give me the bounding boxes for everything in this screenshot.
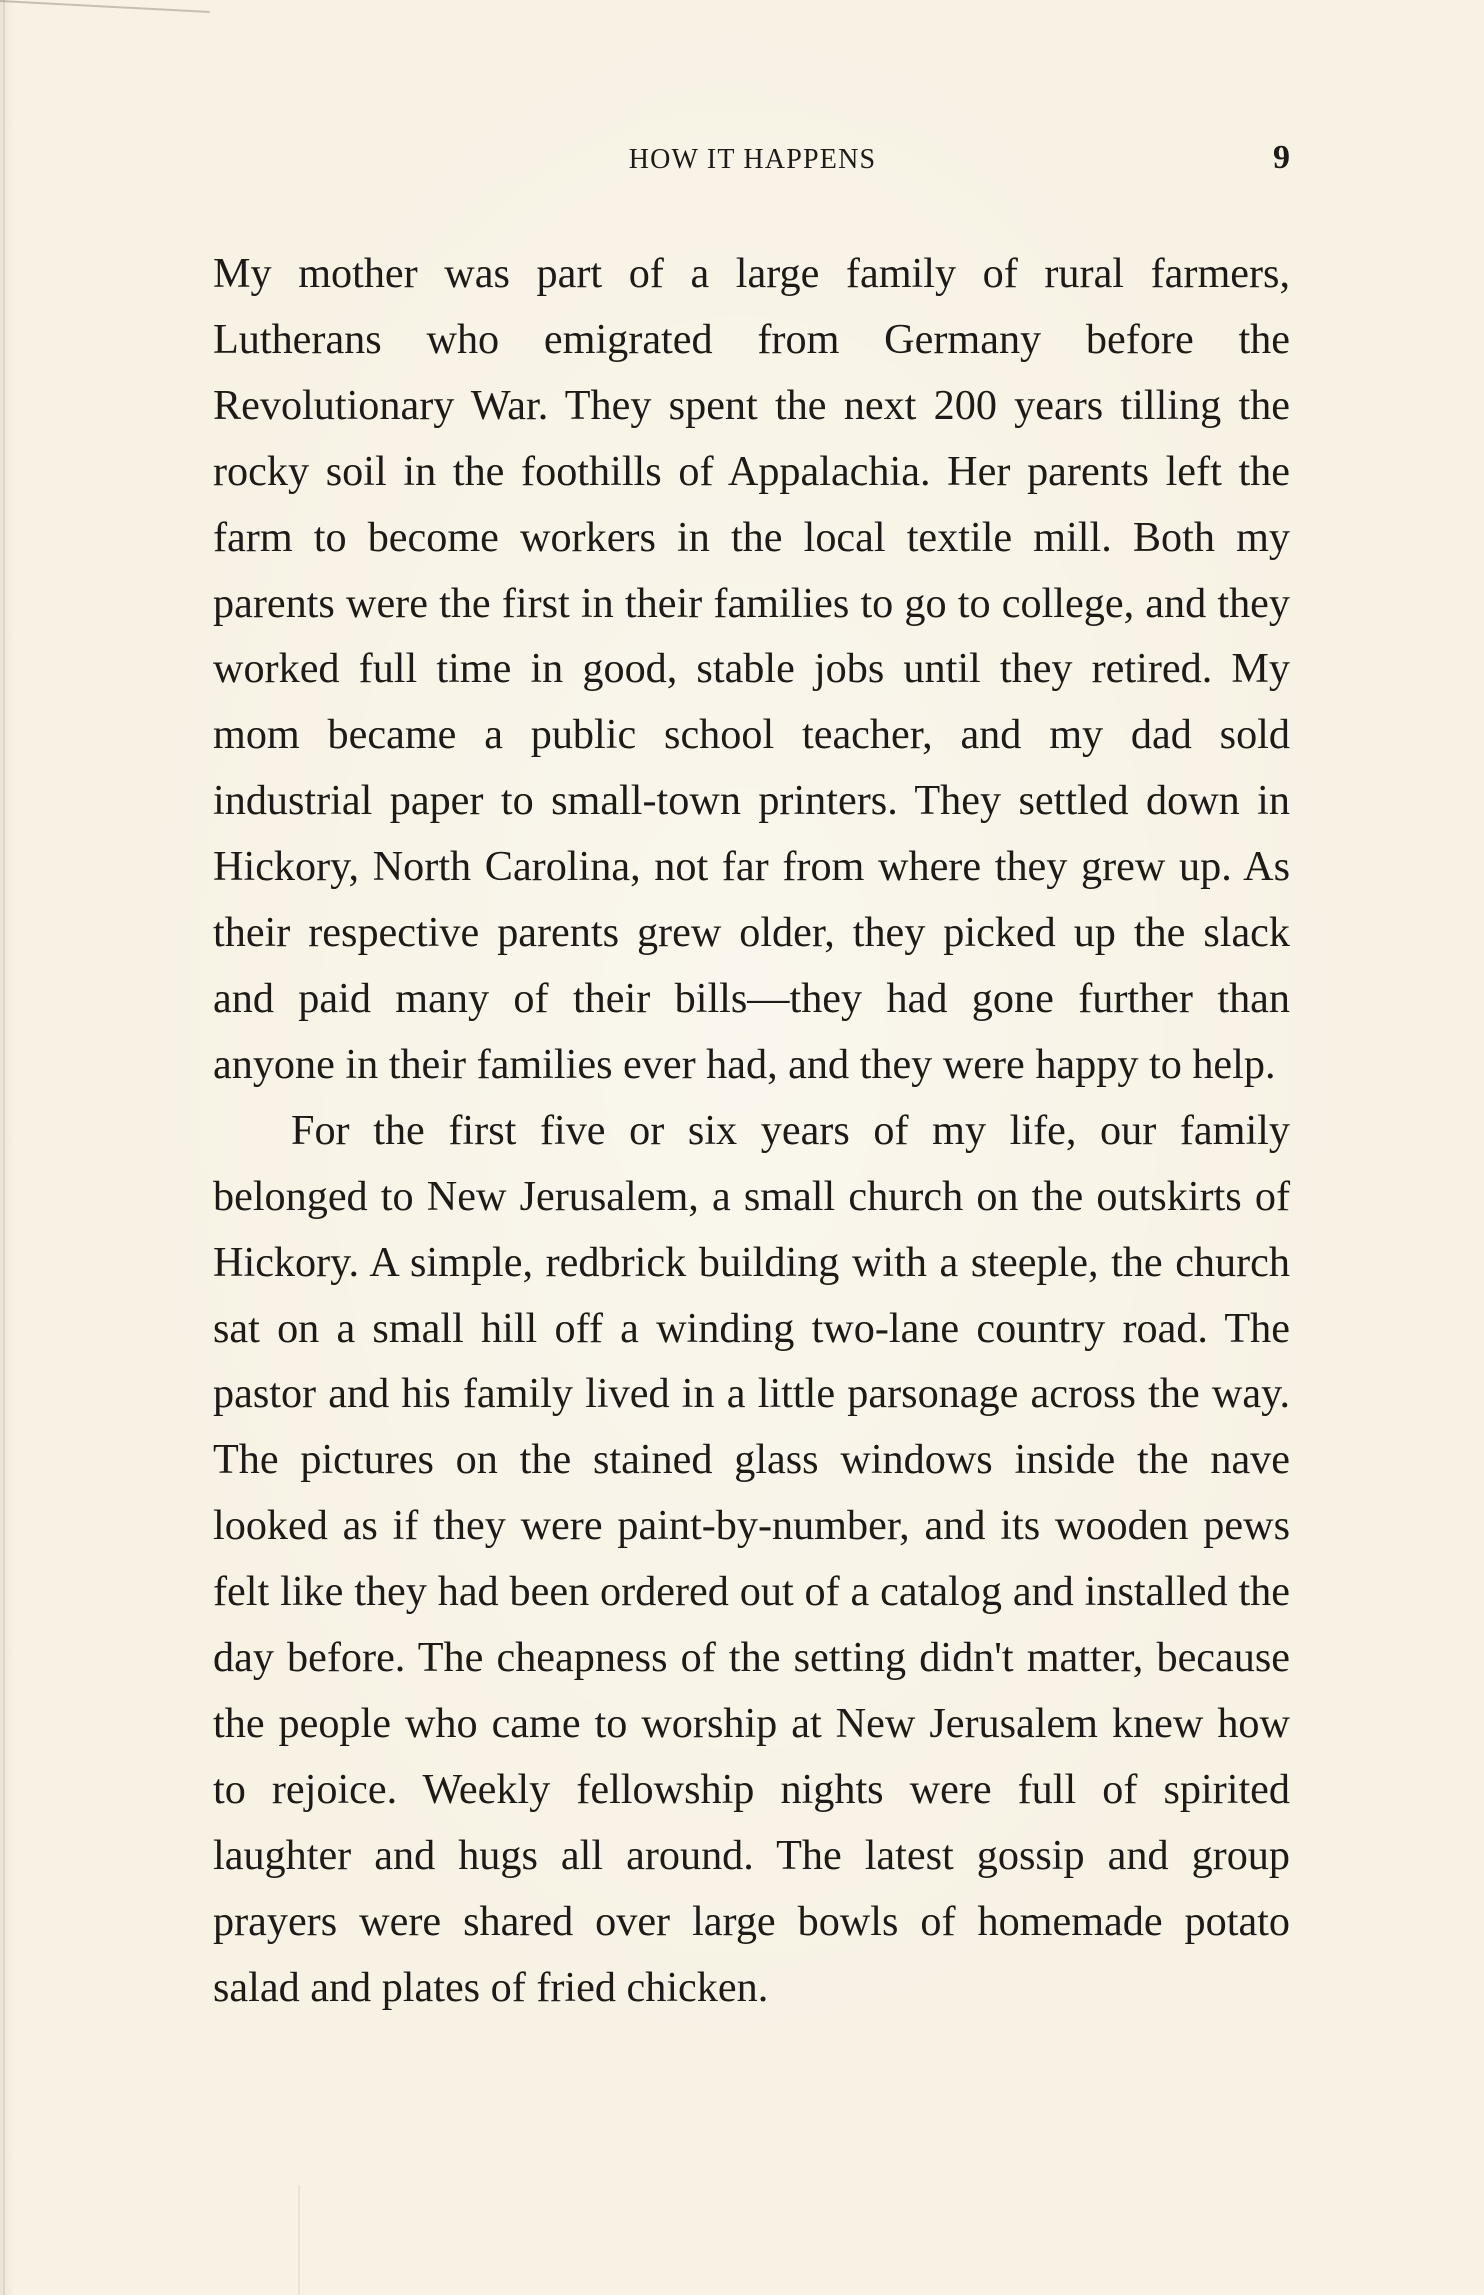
paragraph: My mother was part of a large family of rural farmers, Lutherans who emigrated from Germany before the Revolutionary War. They spent the next 200 years tilling the rocky soil in the foothills of Appalachia. Her parents left the farm to become workers in the local textile mill. Both my parents were the first in their families to go to college, and they worked full time in good, stable jobs until they retired. My mom became a public school teacher, and my dad sold industrial paper to small-town printers. They settled down in Hickory, North Carolina, not far from where they grew up. As their respective parents grew older, they picked up the slack and paid many of their bills—they had gone further than anyone in their families ever had, and they were happy to help. bbox=[213, 250, 1290, 1088]
scan-edge-mark bbox=[0, 0, 210, 13]
scan-edge-mark bbox=[298, 2185, 300, 2295]
body-text bbox=[213, 241, 1290, 2020]
running-head: HOW IT HAPPENS bbox=[628, 144, 877, 175]
page-number: 9 bbox=[1273, 139, 1290, 176]
paragraph: For the first five or six years of my life, our family belonged to New Jerusalem, a small church on the outskirts of Hickory. A simple, redbrick building with a steeple, the church sat on a small hill off a winding two-lane country road. The pastor and his family lived in a little parsonage across the way. The pictures on the stained glass windows inside the nave looked as if they were paint-by-number, and its wooden pews felt like they had been ordered out of a catalog and installed the day before. The cheapness of the setting didn't matter, because the people who came to worship at New Jerusalem knew how to rejoice. Weekly fellowship nights were full of spirited laughter and hugs all around. The latest gossip and group prayers were shared over large bowls of homemade potato salad and plates of fried chicken. bbox=[213, 1106, 1290, 2011]
page-header bbox=[215, 140, 1290, 180]
scan-edge-mark bbox=[3, 0, 5, 2295]
